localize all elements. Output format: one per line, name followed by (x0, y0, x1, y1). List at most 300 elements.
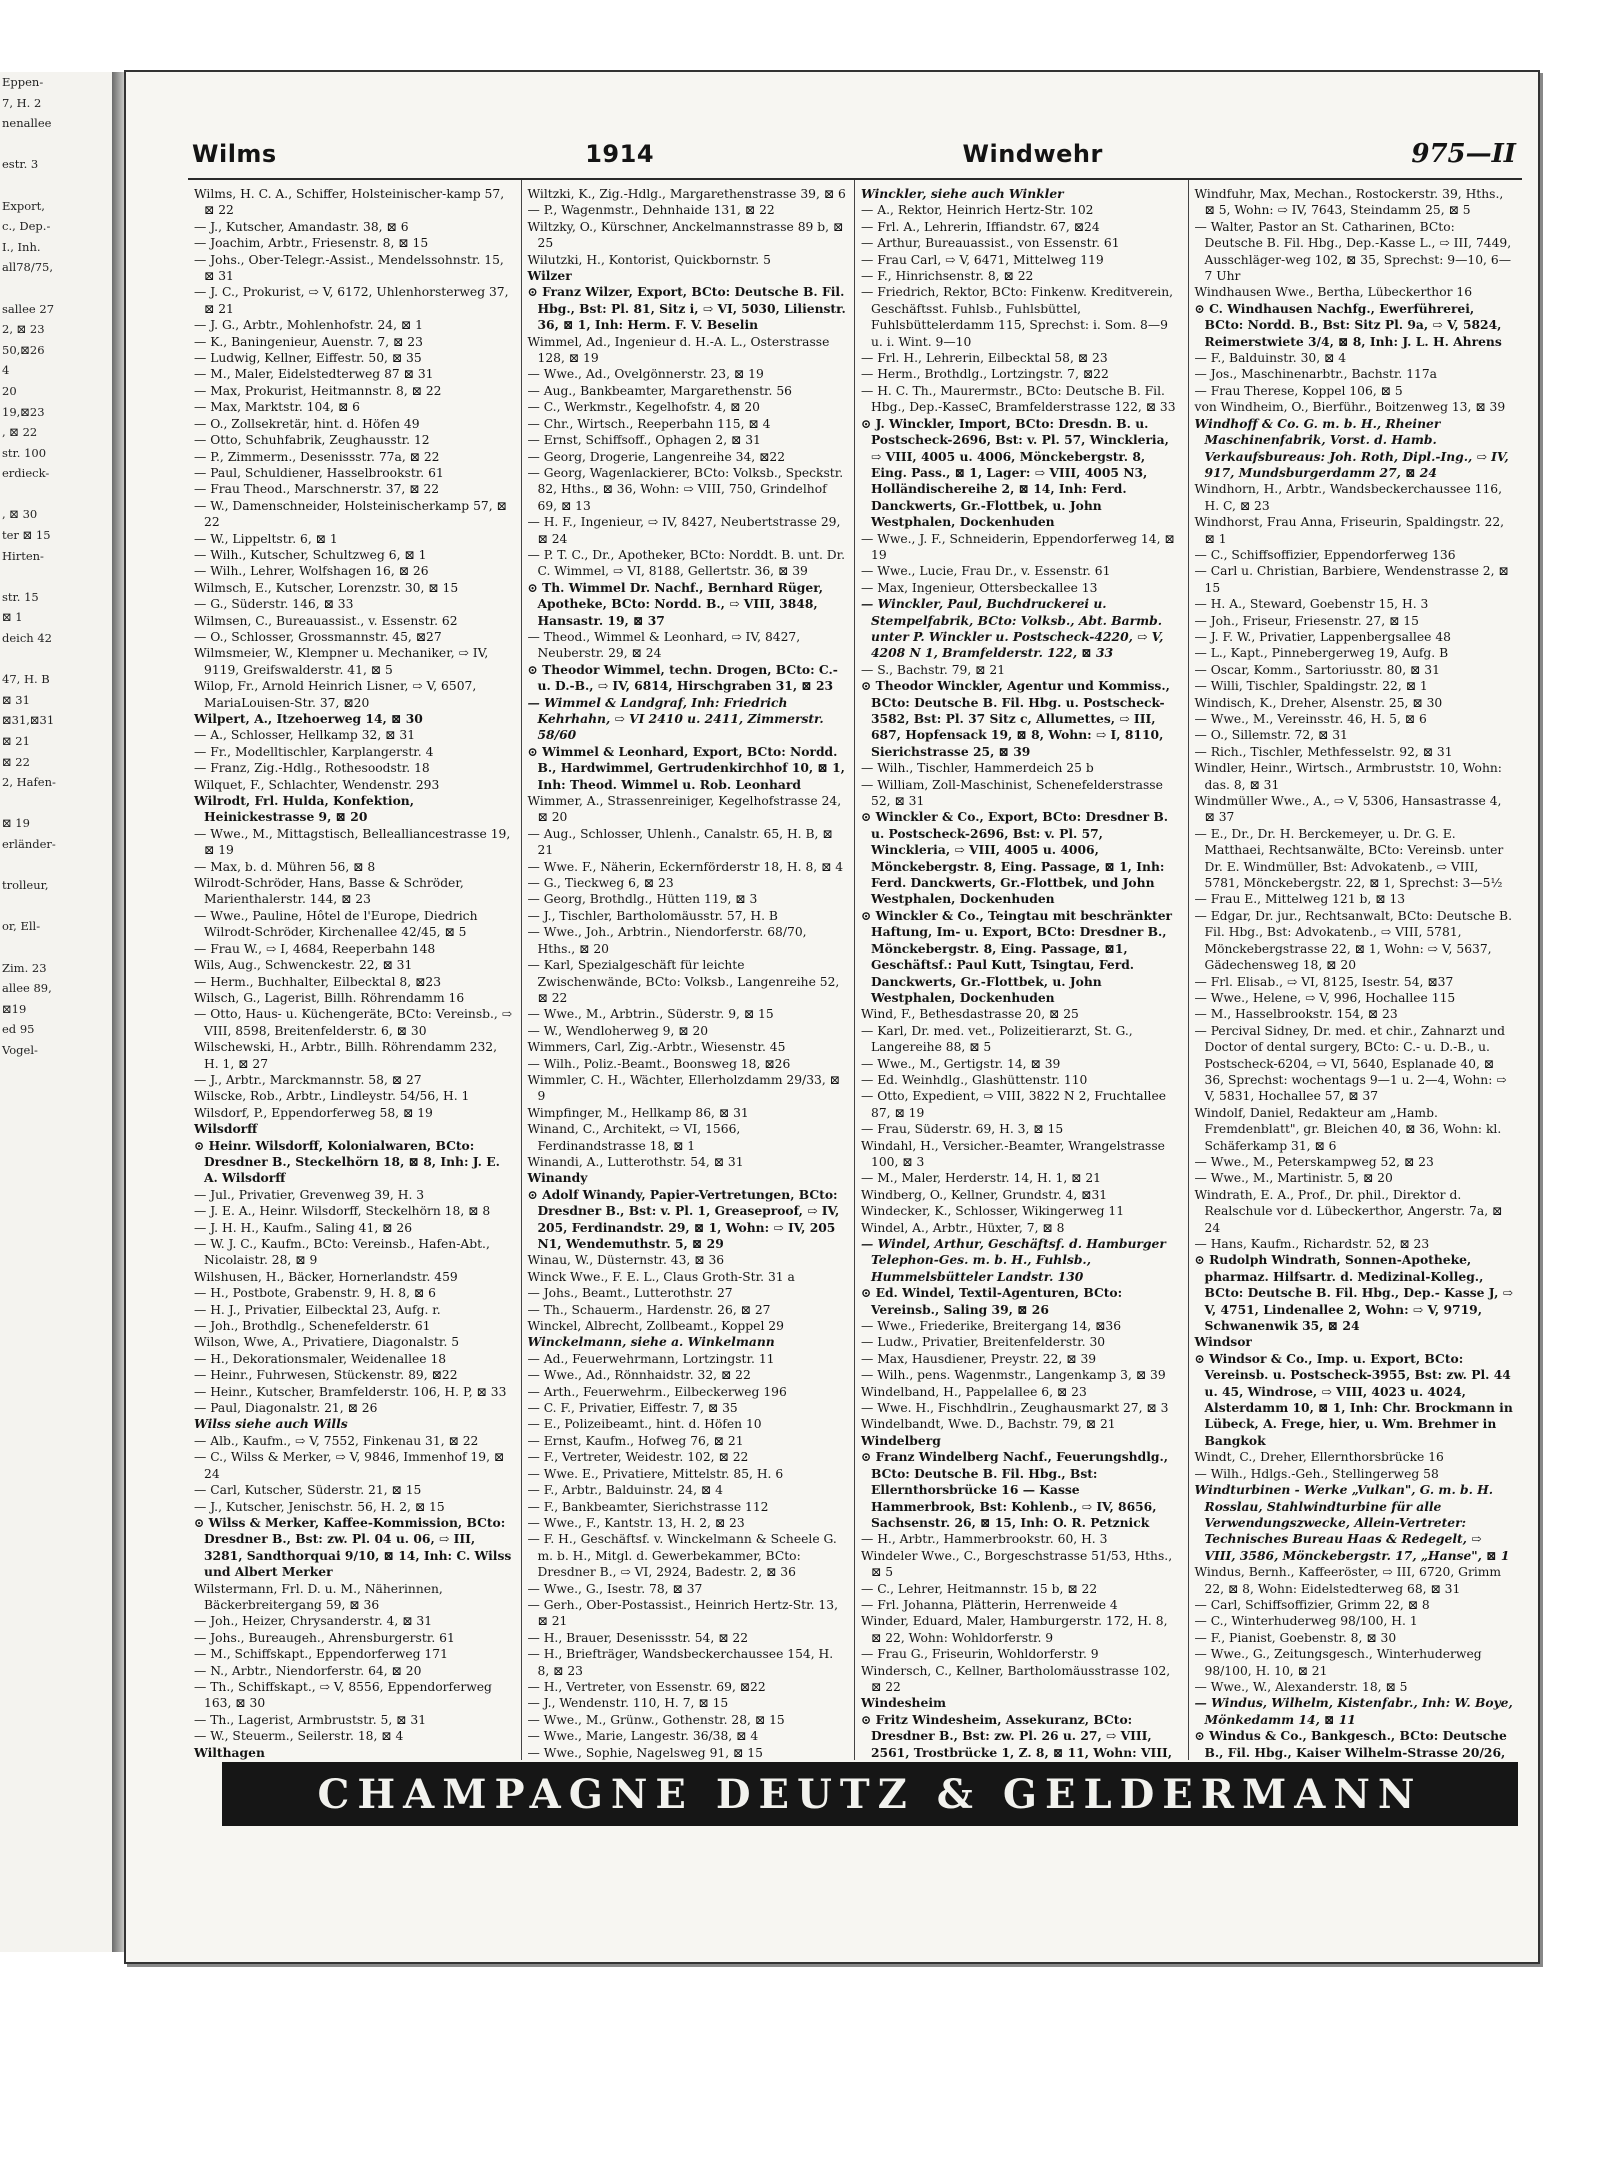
directory-entry: — Max, Prokurist, Heitmannstr. 8, ⊠ 22 (194, 383, 442, 398)
directory-entry: — E., Polizeibeamt., hint. d. Höfen 10 (527, 1417, 762, 1432)
previous-page-line (0, 649, 112, 670)
directory-entry: — Wwe., M., Mittagstisch, Bellealliancestrasse 19, ⊠ 19 (194, 826, 511, 858)
directory-entry: Wilsch, G., Lagerist, Billh. Röhrendamm 16 (194, 990, 465, 1005)
directory-entry: Wimmel, Ad., Ingenieur d. H.-A. L., Osterstrasse 128, ⊠ 19 (527, 334, 830, 366)
directory-entry: — M., Schiffskapt., Eppendorferweg 171 (194, 1647, 448, 1662)
directory-entry: — Georg, Wagenlackierer, BCto: Volksb., Speckstr. 82, Hths., ⊠ 36, Wohn: ⇨ VIII, 750, Grindelhof 69, ⊠ 13 (527, 465, 844, 513)
previous-page-line: I., Inh. (2, 239, 41, 254)
directory-entry: — Arth., Feuerwehrm., Eilbeckerweg 196 (527, 1384, 787, 1399)
directory-entry: — O., Zollsekretär, hint. d. Höfen 49 (194, 416, 420, 431)
directory-entry: Windhausen Wwe., Bertha, Lübeckerthor 16 (1194, 285, 1473, 300)
directory-entry: — H. C. Th., Maurermstr., BCto: Deutsche B. Fil. Hbg., Dep.-KasseC, Bramfelderstrasse 122, ⊠ 33 (861, 383, 1176, 415)
directory-entry: — Th., Schiffskapt., ⇨ V, 8556, Eppendorferweg 163, ⊠ 30 (194, 1679, 492, 1711)
directory-entry: ⊙ Wimmel & Leonhard, Export, BCto: Nordd. B., Hardwimmel, Gertrudenkirchhof 10, ⊠ 1, Inh: Theod. Wimmel u. Rob. Leonhard (527, 743, 845, 792)
directory-entry: — H., Arbtr., Hammerbrookstr. 60, H. 3 (861, 1532, 1108, 1547)
previous-page-line: 50,⊠26 (2, 342, 45, 357)
previous-page-line (0, 793, 112, 814)
directory-entry: — Frau E., Mittelweg 121 b, ⊠ 13 (1194, 892, 1406, 907)
previous-page-line (0, 855, 112, 876)
directory-entry: Windsor (1194, 1334, 1252, 1350)
directory-entry: — H., Brauer, Desenissstr. 54, ⊠ 22 (527, 1630, 749, 1645)
directory-entry: — Max, Marktstr. 104, ⊠ 6 (194, 400, 360, 415)
previous-page-line: estr. 3 (2, 157, 39, 172)
directory-entry: — Walter, Pastor an St. Catharinen, BCto: Deutsche B. Fil. Hbg., Dep.-Kasse L., ⇨ III, 7449, Ausschläger-weg 102, ⊠ 35, Sprechst: 9—10, 6—7 Uhr (1194, 219, 1512, 284)
directory-entry: Windhorst, Frau Anna, Friseurin, Spaldingstr. 22, ⊠ 1 (1194, 515, 1505, 546)
directory-entry: — Jos., Maschinenarbtr., Bachstr. 117a (1194, 367, 1438, 382)
directory-entry: ⊙ Franz Wilzer, Export, BCto: Deutsche B. Fil. Hbg., Bst: Pl. 81, Sitz i, ⇨ VI, 5030, Lilienstr. 36, ⊠ 1, Inh: Herm. F. V. Beselin (527, 284, 846, 333)
directory-entry: — F., Vertreter, Weidestr. 102, ⊠ 22 (527, 1450, 749, 1465)
directory-entry: — H., Dekorationsmaler, Weidenallee 18 (194, 1351, 447, 1366)
previous-page-line: 2, Hafen- (2, 775, 56, 790)
directory-entry: Wilss siehe auch Wills (194, 1416, 348, 1432)
directory-entry: — F. H., Geschäftsf. v. Winckelmann & Scheele G. m. b. H., Mitgl. d. Gewerbekammer, BCto: Dresdner B., ⇨ VI, 2924, Badestr. 2, ⊠ 36 (527, 1532, 837, 1580)
directory-entry: Wilpert, A., Itzehoerweg 14, ⊠ 30 (194, 711, 423, 726)
previous-page-line: deich 42 (2, 631, 52, 646)
directory-entry: — Winckler, Paul, Buchdruckerei u. Stempelfabrik, BCto: Volksb., Abt. Barmb. unter P. Winckler u. Postscheck-4220, ⇨ V, 4208 N 1, Bramfelderstr. 122, ⊠ 33 (861, 596, 1164, 661)
directory-entry: — Johs., Ober-Telegr.-Assist., Mendelssohnstr. 15, ⊠ 31 (194, 252, 504, 284)
page-header (192, 136, 1516, 172)
directory-columns (188, 178, 1522, 1760)
directory-entry: — J. F. W., Privatier, Lappenbergsallee 48 (1194, 629, 1451, 644)
directory-entry: — M., Hasselbrookstr. 154, ⊠ 23 (1194, 1007, 1398, 1022)
previous-page-line: or, Ell- (2, 919, 41, 934)
directory-entry: — C., Wilss & Merker, ⇨ V, 9846, Immenhof 19, ⊠ 24 (194, 1450, 505, 1481)
previous-page-line: 7, H. 2 (2, 95, 42, 110)
directory-entry: — N., Arbtr., Niendorferstr. 64, ⊠ 20 (194, 1663, 422, 1678)
directory-entry: — C., Lehrer, Heitmannstr. 15 b, ⊠ 22 (861, 1581, 1098, 1596)
directory-entry: — J., Wendenstr. 110, H. 7, ⊠ 15 (527, 1696, 729, 1711)
directory-entry: — Alb., Kaufm., ⇨ V, 7552, Finkenau 31, ⊠ 22 (194, 1433, 479, 1448)
directory-entry: — Max, b. d. Mühren 56, ⊠ 8 (194, 859, 376, 874)
directory-entry: — Frl. A., Lehrerin, Iffiandstr. 67, ⊠24 (861, 219, 1100, 234)
directory-entry: — Wwe., M., Arbtrin., Süderstr. 9, ⊠ 15 (527, 1007, 774, 1022)
directory-entry: — Frau, Süderstr. 69, H. 3, ⊠ 15 (861, 1122, 1064, 1137)
directory-entry: Wilthagen (194, 1744, 265, 1760)
directory-entry: — F., Bankbeamter, Sierichstrasse 112 (527, 1499, 769, 1514)
directory-entry: — J., Tischler, Bartholomäusstr. 57, H. B (527, 908, 778, 923)
directory-entry: — Heinr., Fuhrwesen, Stückenstr. 89, ⊠22 (194, 1368, 458, 1383)
previous-page-line (0, 278, 112, 299)
directory-entry: — Wwe., Friederike, Breitergang 14, ⊠36 (861, 1319, 1122, 1334)
directory-entry: Winckler, siehe auch Winkler (861, 186, 1064, 201)
directory-entry: — Carl, Kutscher, Süderstr. 21, ⊠ 15 (194, 1483, 422, 1498)
previous-page-edge (0, 72, 114, 1952)
directory-entry: — Otto, Schuhfabrik, Zeughausstr. 12 (194, 433, 430, 448)
directory-entry: — Wwe., F., Kantstr. 13, H. 2, ⊠ 23 (527, 1515, 745, 1530)
directory-page (124, 70, 1540, 1964)
directory-entry: ⊙ Windsor & Co., Imp. u. Export, BCto: Vereinsb. u. Postscheck-3955, Bst: zw. Pl. 44 u. 45, Windrose, ⇨ VIII, 4023 u. 4024, Alsterdamm 10, ⊠ 1, Inh: Chr. Brockmann in Lübeck, A. Frege, hier, u. Wm. Brehmer in Bangkok (1194, 1350, 1513, 1448)
directory-entry: ⊙ Winckler & Co., Export, BCto: Dresdner B. u. Postscheck-2696, Bst: v. Pl. 57, Winckleria, ⇨ VIII, 4005 u. 4006, Mönckebergstr. 8, Eing. Passage, ⊠ 1, Inh: Ferd. Danckwerts, Gr.-Flottbek, und John Westphalen, Dockenhuden (861, 809, 1169, 907)
directory-entry: Wilmsen, C., Bureauassist., v. Essenstr. 62 (194, 613, 458, 628)
directory-entry: Wimmler, C. H., Wächter, Ellerholzdamm 29/33, ⊠ 9 (527, 1072, 840, 1104)
previous-page-line: 4 (2, 363, 10, 378)
previous-page-line: 19,⊠23 (2, 404, 45, 419)
directory-entry: — Wwe., Sophie, Nagelsweg 91, ⊠ 15 (527, 1745, 763, 1760)
directory-entry: — P., Zimmerm., Desenissstr. 77a, ⊠ 22 (194, 449, 440, 464)
previous-page-line: ⊠ 1 (2, 610, 23, 625)
directory-entry: Windesheim (861, 1695, 946, 1711)
directory-entry: Wilmsmeier, W., Klempner u. Mechaniker, ⇨ IV, 9119, Greifswalderstr. 41, ⊠ 5 (194, 646, 489, 677)
directory-entry: — Otto, Expedient, ⇨ VIII, 3822 N 2, Fruchtallee 87, ⊠ 19 (861, 1089, 1167, 1120)
previous-page-line: Export, (2, 198, 45, 213)
directory-entry: — Theod., Wimmel & Leonhard, ⇨ IV, 8427, Neuberstr. 29, ⊠ 24 (527, 629, 801, 661)
directory-entry: — C., Werkmstr., Kegelhofstr. 4, ⊠ 20 (527, 400, 760, 415)
directory-entry: — Wwe., M., Gertigstr. 14, ⊠ 39 (861, 1056, 1061, 1071)
directory-entry: Wilrodt, Frl. Hulda, Konfektion, Heinickestrasse 9, ⊠ 20 (194, 793, 415, 825)
directory-entry: — Joachim, Arbtr., Friesenstr. 8, ⊠ 15 (194, 236, 429, 251)
directory-entry: — Herm., Brothdlg., Lortzingstr. 7, ⊠22 (861, 367, 1109, 382)
directory-entry: Wilms, H. C. A., Schiffer, Holsteinischer-kamp 57, ⊠ 22 (194, 187, 505, 218)
directory-entry: — Heinr., Kutscher, Bramfelderstr. 106, H. P, ⊠ 33 (194, 1384, 507, 1399)
directory-entry: Wind, F., Bethesdastrasse 20, ⊠ 25 (861, 1007, 1079, 1022)
directory-entry: — Ernst, Kaufm., Hofweg 76, ⊠ 21 (527, 1433, 744, 1448)
previous-page-line: 20 (2, 383, 17, 398)
directory-entry: — Fr., Modelltischler, Karplangerstr. 4 (194, 744, 434, 759)
directory-entry: — Frau W., ⇨ I, 4684, Reeperbahn 148 (194, 941, 436, 956)
directory-entry: — Wwe., M., Peterskampweg 52, ⊠ 23 (1194, 1154, 1434, 1169)
directory-entry: — Paul, Diagonalstr. 21, ⊠ 26 (194, 1401, 378, 1416)
directory-entry: — Karl, Dr. med. vet., Polizeitierarzt, St. G., Langereihe 88, ⊠ 5 (861, 1023, 1133, 1055)
directory-entry: — Wwe., G., Isestr. 78, ⊠ 37 (527, 1581, 703, 1596)
directory-entry: — J. G., Arbtr., Mohlenhofstr. 24, ⊠ 1 (194, 318, 423, 333)
directory-entry: — K., Baningenieur, Auenstr. 7, ⊠ 23 (194, 334, 423, 349)
directory-entry: — Otto, Haus- u. Küchengeräte, BCto: Vereinsb., ⇨ VIII, 8598, Breitenfelderstr. 6, ⊠ 30 (194, 1007, 513, 1038)
directory-entry: — Th., Lagerist, Armbruststr. 5, ⊠ 31 (194, 1712, 427, 1727)
previous-page-line: ⊠ 21 (2, 734, 30, 748)
directory-entry: — Aug., Schlosser, Uhlenh., Canalstr. 65, H. B, ⊠ 21 (527, 826, 833, 858)
page-number: 975—II (1411, 139, 1516, 169)
directory-entry: — F., Arbtr., Balduinstr. 24, ⊠ 4 (527, 1483, 723, 1498)
previous-page-line (0, 175, 112, 196)
directory-entry: — Frau G., Friseurin, Wohldorferstr. 9 (861, 1647, 1099, 1662)
directory-entry: — J. E. A., Heinr. Wilsdorff, Steckelhörn 18, ⊠ 8 (194, 1204, 491, 1219)
previous-page-line: str. 100 (2, 445, 47, 460)
directory-entry: — M., Maler, Herderstr. 14, H. 1, ⊠ 21 (861, 1171, 1102, 1186)
directory-entry: — Joh., Friseur, Friesenstr. 27, ⊠ 15 (1194, 613, 1419, 628)
directory-entry: — Franz, Zig.-Hdlg., Rothesoodstr. 18 (194, 761, 430, 776)
directory-entry: — Frl. Elisab., ⇨ VI, 8125, Isestr. 54, ⊠37 (1194, 974, 1454, 989)
directory-entry: Windrath, E. A., Prof., Dr. phil., Direktor d. Realschule vor d. Lübeckerthor, Angerstr. 7a, ⊠ 24 (1194, 1187, 1503, 1235)
directory-entry: — O., Sillemstr. 72, ⊠ 31 (1194, 728, 1348, 743)
directory-entry: — Wilh., Poliz.-Beamt., Boonsweg 18, ⊠26 (527, 1056, 791, 1071)
directory-entry: Winand, C., Architekt, ⇨ VI, 1566, Ferdinandstrasse 18, ⊠ 1 (527, 1122, 741, 1153)
directory-entry: — Frl. Johanna, Plätterin, Herrenweide 4 (861, 1597, 1118, 1612)
directory-entry: Wilquet, F., Schlachter, Wendenstr. 293 (194, 777, 440, 792)
directory-entry: Wilsdorff (194, 1121, 258, 1137)
directory-entry: — Frau Therese, Koppel 106, ⊠ 5 (1194, 383, 1403, 398)
directory-entry: — Wilh., Hdlgs.-Geh., Stellingerweg 58 (1194, 1466, 1439, 1481)
directory-entry: — Joh., Heizer, Chrysanderstr. 4, ⊠ 31 (194, 1614, 433, 1629)
directory-entry: — A., Schlosser, Hellkamp 32, ⊠ 31 (194, 728, 416, 743)
directory-entry: Wilson, Wwe, A., Privatiere, Diagonalstr. 5 (194, 1335, 460, 1350)
directory-entry: — Wwe., Ad., Ovelgönnerstr. 23, ⊠ 19 (527, 367, 764, 382)
directory-entry: Windelband, H., Pappelallee 6, ⊠ 23 (861, 1384, 1087, 1399)
directory-entry: — W., Damenschneider, Holsteinischerkamp 57, ⊠ 22 (194, 498, 507, 530)
directory-entry: — S., Bachstr. 79, ⊠ 21 (861, 662, 1006, 677)
directory-entry: Winckel, Albrecht, Zollbeamt., Koppel 29 (527, 1319, 784, 1334)
directory-entry: Winau, W., Düsternstr. 43, ⊠ 36 (527, 1253, 725, 1268)
directory-entry: — J. C., Prokurist, ⇨ V, 6172, Uhlenhorsterweg 37, ⊠ 21 (194, 285, 509, 316)
previous-page-line: ⊠ 19 (2, 816, 30, 831)
directory-entry: ⊙ Winckler & Co., Teingtau mit beschränkter Haftung, Im- u. Export, BCto: Dresdner B., Mönckebergstr. 8, Eing. Passage, ⊠1, Geschäftsf.: Paul Kutt, Tsingtau, Ferd. Danckwerts, Gr.-Flottbek, u. John Westphalen, Dockenhuden (861, 907, 1173, 1005)
directory-entry: — J., Arbtr., Marckmannstr. 58, ⊠ 27 (194, 1072, 422, 1087)
directory-entry: — Wwe., Marie, Langestr. 36/38, ⊠ 4 (527, 1729, 759, 1744)
directory-entry: Windler, Heinr., Wirtsch., Armbruststr. 10, Wohn: das. 8, ⊠ 31 (1194, 761, 1502, 792)
previous-page-line: nenallee (2, 116, 52, 131)
directory-entry: Windfuhr, Max, Mechan., Rostockerstr. 39, Hths., ⊠ 5, Wohn: ⇨ IV, 7643, Steindamm 25, ⊠ 5 (1194, 187, 1504, 218)
directory-entry: — M., Maler, Eidelstedterweg 87 ⊠ 31 (194, 367, 434, 382)
directory-entry: Wilshusen, H., Bäcker, Hornerlandstr. 459 (194, 1269, 458, 1284)
previous-page-line: Hirten- (2, 548, 44, 563)
previous-page-line (0, 937, 112, 958)
previous-page-line: ⊠19 (2, 1001, 27, 1016)
previous-page-line: ⊠31,⊠31 (2, 713, 55, 728)
directory-entry: ⊙ Ed. Windel, Textil-Agenturen, BCto: Vereinsb., Saling 39, ⊠ 26 (861, 1285, 1123, 1317)
directory-entry: — W., Wendloherweg 9, ⊠ 20 (527, 1023, 709, 1038)
directory-entry: — Wilh., Kutscher, Schultzweg 6, ⊠ 1 (194, 547, 427, 562)
directory-entry: ⊙ J. Winckler, Import, BCto: Dresdn. B. u. Postscheck-2696, Bst: v. Pl. 57, Winckleria, ⇨ VIII, 4005 u. 4006, Mönckebergstr. 8, Eing. Pass., ⊠ 1, Lager: ⇨ VIII, 4005 N3, Holländischereihe 2, ⊠ 14, Inh: Ferd. Danckwerts, Gr.-Flottbek, u. John Westphalen, Dockenhuden (861, 415, 1169, 530)
directory-entry: — Wwe., Pauline, Hôtel de l'Europe, Diedrich Wilrodt-Schröder, Kirchenallee 42/45, ⊠ 5 (194, 908, 478, 940)
directory-entry: — Aug., Bankbeamter, Margarethenstr. 56 (527, 383, 793, 398)
directory-entry: Windus, Bernh., Kaffeeröster, ⇨ III, 6720, Grimm 22, ⊠ 8, Wohn: Eidelstedterweg 68, ⊠ 31 (1194, 1565, 1502, 1596)
directory-entry: Wiltzki, K., Zig.-Hdlg., Margarethenstrasse 39, ⊠ 6 (527, 187, 846, 201)
directory-entry: — G., Tieckweg 6, ⊠ 23 (527, 876, 674, 891)
directory-entry: Wimmers, Carl, Zig.-Arbtr., Wiesenstr. 45 (527, 1040, 786, 1055)
directory-entry: ⊙ Adolf Winandy, Papier-Vertretungen, BCto: Dresdner B., Bst: v. Pl. 1, Greaseproof, ⇨ IV, 205, Ferdinandstr. 29, ⊠ 1, Wohn: ⇨ IV, 205 N1, Wendemuthstr. 5, ⊠ 29 (527, 1186, 840, 1251)
directory-entry: Winckelmann, siehe a. Winkelmann (527, 1334, 775, 1350)
directory-entry: Windolf, Daniel, Redakteur am „Hamb. Fremdenblatt", gr. Bleichen 40, ⊠ 36, Wohn: kl. Schäferkamp 31, ⊠ 6 (1194, 1105, 1502, 1153)
previous-page-line: Vogel- (2, 1042, 38, 1057)
directory-entry: — Chr., Wirtsch., Reeperbahn 115, ⊠ 4 (527, 416, 771, 431)
directory-entry: Wilutzki, H., Kontorist, Quickbornstr. 5 (527, 252, 771, 267)
directory-entry: ⊙ Windus & Co., Bankgesch., BCto: Deutsche B., Fil. Hbg., Kaiser Wilhelm-Strasse 20/26, (1194, 1728, 1507, 1760)
directory-entry: ⊙ Theodor Winckler, Agentur und Kommiss., BCto: Deutsche B. Fil. Hbg. u. Postscheck-3582, Bst: Pl. 37 Sitz c, Allumettes, ⇨ III, 687, Hopfensack 19, ⊠ 8, Wohn: ⇨ I, 8110, Sierichstrasse 25, ⊠ 39 (861, 678, 1170, 759)
previous-page-line: ⊠ 31 (2, 692, 30, 707)
header-year: 1914 (585, 140, 655, 168)
directory-entry: — Windus, Wilhelm, Kistenfabr., Inh: W. Boye, Mönkedamm 14, ⊠ 11 (1194, 1695, 1513, 1727)
directory-entry: Windeler Wwe., C., Borgeschstrasse 51/53, Hths., ⊠ 5 (861, 1548, 1173, 1580)
directory-entry: — F., Pianist, Goebenstr. 8, ⊠ 30 (1194, 1630, 1397, 1645)
previous-page-line: str. 15 (2, 589, 39, 604)
directory-entry: — W., Lippeltstr. 6, ⊠ 1 (194, 531, 338, 546)
directory-entry: Wilrodt-Schröder, Hans, Basse & Schröder, Marienthalerstr. 144, ⊠ 23 (194, 876, 464, 907)
directory-entry: Wilstermann, Frl. D. u. M., Näherinnen, Bäckerbreitergang 59, ⊠ 36 (194, 1581, 443, 1612)
directory-entry: — Wwe., M., Grünw., Gothenstr. 28, ⊠ 15 (527, 1712, 785, 1727)
directory-entry: — Wwe. F., Näherin, Eckernförderstr 18, H. 8, ⊠ 4 (527, 859, 844, 874)
directory-entry: Wilschewski, H., Arbtr., Billh. Röhrendamm 232, H. 1, ⊠ 27 (194, 1040, 498, 1071)
column-4 (1189, 180, 1523, 1760)
directory-entry: Windturbinen - Werke „Vulkan", G. m. b. H. Rosslau, Stahlwindturbine für alle Verwendungszwecke, Allein-Vertreter: Technisches Bureau Haas & Redegelt, ⇨ VIII, 3586, Mönckebergstr. 17, „Hanse", ⊠ 1 (1194, 1482, 1510, 1563)
directory-entry: — Wilh., Tischler, Hammerdeich 25 b (861, 761, 1094, 776)
directory-entry: ⊙ Heinr. Wilsdorff, Kolonialwaren, BCto: Dresdner B., Steckelhörn 18, ⊠ 8, Inh: J. E. A. Wilsdorff (194, 1137, 500, 1186)
directory-entry: — Willi, Tischler, Spaldingstr. 22, ⊠ 1 (1194, 679, 1428, 694)
previous-page-line: sallee 27 (2, 301, 55, 316)
directory-entry: Windecker, K., Schlosser, Wikingerweg 11 (861, 1204, 1125, 1219)
directory-entry: — Wwe., W., Alexanderstr. 18, ⊠ 5 (1194, 1679, 1408, 1694)
directory-entry: — J., Kutscher, Jenischstr. 56, H. 2, ⊠ 15 (194, 1499, 445, 1514)
directory-entry: Windelberg (861, 1432, 941, 1448)
directory-entry: — Wimmel & Landgraf, Inh: Friedrich Kehrhahn, ⇨ VI 2410 u. 2411, Zimmerstr. 58/60 (527, 694, 824, 743)
directory-entry: Wilmsch, E., Kutscher, Lorenzstr. 30, ⊠ 15 (194, 580, 459, 595)
directory-entry: Wilscke, Rob., Arbtr., Lindleystr. 54/56, H. 1 (194, 1089, 470, 1104)
directory-entry: — Johs., Bureaugeh., Ahrensburgerstr. 61 (194, 1630, 455, 1645)
directory-entry: — Windel, Arthur, Geschäftsf. d. Hamburger Telephon-Ges. m. b. H., Fuhlsb., Hummelsbütteler Landstr. 130 (861, 1236, 1166, 1284)
previous-page-line: erländer- (2, 836, 56, 851)
directory-entry: ⊙ Theodor Wimmel, techn. Drogen, BCto: C.- u. D.-B., ⇨ IV, 6814, Hirschgraben 31, ⊠ 23 (527, 661, 838, 694)
header-left-word: Wilms (192, 140, 277, 168)
directory-entry: Wilop, Fr., Arnold Heinrich Lisner, ⇨ V, 6507, MariaLouisen-Str. 37, ⊠20 (194, 679, 477, 710)
directory-entry: Windt, C., Dreher, Ellernthorsbrücke 16 (1194, 1450, 1444, 1465)
directory-entry: Wiltzky, O., Kürschner, Anckelmannstrasse 89 b, ⊠ 25 (527, 219, 844, 251)
directory-entry: — O., Schlosser, Grossmannstr. 45, ⊠27 (194, 629, 442, 644)
column-1 (188, 180, 522, 1760)
previous-page-line: all78/75, (2, 260, 54, 275)
directory-entry: — J., Kutscher, Amandastr. 38, ⊠ 6 (194, 219, 409, 234)
directory-entry: — Georg, Brothdlg., Hütten 119, ⊠ 3 (527, 892, 758, 907)
directory-entry: — Georg, Drogerie, Langenreihe 34, ⊠22 (527, 449, 786, 464)
directory-entry: — H., Vertreter, von Essenstr. 69, ⊠22 (527, 1679, 766, 1694)
directory-entry: — J. H. H., Kaufm., Saling 41, ⊠ 26 (194, 1220, 413, 1235)
directory-entry: — Wilh., Lehrer, Wolfshagen 16, ⊠ 26 (194, 564, 429, 579)
directory-entry: — Ludwig, Kellner, Eiffestr. 50, ⊠ 35 (194, 351, 422, 366)
directory-entry: Windhorn, H., Arbtr., Wandsbeckerchaussee 116, H. C, ⊠ 23 (1194, 482, 1503, 513)
previous-page-line (0, 896, 112, 917)
directory-entry: — G., Süderstr. 146, ⊠ 33 (194, 597, 354, 612)
directory-entry: — Th., Schauerm., Hardenstr. 26, ⊠ 27 (527, 1302, 771, 1317)
directory-entry: ⊙ Rudolph Windrath, Sonnen-Apotheke, pharmaz. Hilfsartr. d. Medizinal-Kolleg., BCto: Deutsche B. Fil. Hbg., Dep.- Kasse J, ⇨ V, 4751, Lindenallee 2, Wohn: ⇨ V, 9719, Schwanenwik 35, ⊠ 24 (1194, 1252, 1513, 1334)
directory-entry: — L., Kapt., Pinnebergerweg 19, Aufg. B (1194, 646, 1449, 661)
previous-page-line: c., Dep.- (2, 219, 51, 234)
previous-page-line: ⊠ 22 (2, 754, 30, 769)
directory-entry: — Wwe., G., Zeitungsgesch., Winterhuderweg 98/100, H. 10, ⊠ 21 (1194, 1647, 1482, 1678)
directory-entry: Windersch, C., Kellner, Bartholomäusstrasse 102, ⊠ 22 (861, 1663, 1171, 1694)
directory-entry: — Ludw., Privatier, Breitenfelderstr. 30 (861, 1335, 1106, 1350)
previous-page-line: allee 89, (2, 981, 52, 996)
directory-entry: Winck Wwe., F. E. L., Claus Groth-Str. 31 a (527, 1269, 795, 1284)
directory-entry: — F., Balduinstr. 30, ⊠ 4 (1194, 351, 1347, 366)
directory-entry: — Wwe. H., Fischhdlrin., Zeughausmarkt 27, ⊠ 3 (861, 1401, 1169, 1416)
previous-page-line: Eppen- (2, 75, 44, 89)
directory-entry: Winandi, A., Lutterothstr. 54, ⊠ 31 (527, 1154, 744, 1169)
directory-entry: Windmüller Wwe., A., ⇨ V, 5306, Hansastrasse 4, ⊠ 37 (1194, 794, 1502, 825)
header-right-word: Windwehr (962, 140, 1103, 168)
directory-entry: Windelbandt, Wwe. D., Bachstr. 79, ⊠ 21 (861, 1417, 1116, 1432)
directory-entry: Wimpfinger, M., Hellkamp 86, ⊠ 31 (527, 1105, 749, 1120)
previous-page-line: 2, ⊠ 23 (2, 322, 45, 337)
directory-entry: Winandy (527, 1170, 588, 1186)
directory-entry: — Karl, Spezialgeschäft für leichte Zwischenwände, BCto: Volksb., Langenreihe 52, ⊠ 22 (527, 958, 840, 1005)
directory-entry: — Edgar, Dr. jur., Rechtsanwalt, BCto: Deutsche B. Fil. Hbg., Bst: Advokatenb., ⇨ VIII, 5781, Mönckebergstrasse 22, ⊠ 1, Wohn: ⇨ V, 5637, Gädechensweg 18, ⊠ 20 (1194, 908, 1513, 973)
directory-entry: — H. A., Steward, Goebenstr 15, H. 3 (1194, 597, 1429, 612)
directory-entry: — Rich., Tischler, Methfesselstr. 92, ⊠ 31 (1194, 744, 1453, 759)
directory-entry: — H., Briefträger, Wandsbeckerchaussee 154, H. 8, ⊠ 23 (527, 1647, 834, 1678)
directory-entry: — H. F., Ingenieur, ⇨ IV, 8427, Neubertstrasse 29, ⊠ 24 (527, 515, 841, 546)
directory-entry: — Max, Hausdiener, Preystr. 22, ⊠ 39 (861, 1351, 1097, 1366)
directory-entry: — Wwe. E., Privatiere, Mittelstr. 85, H. 6 (527, 1466, 784, 1481)
directory-entry: ⊙ Wilss & Merker, Kaffee-Kommission, BCto: Dresdner B., Bst: zw. Pl. 04 u. 06, ⇨ III, 3281, Sandthorquai 9/10, ⊠ 14, Inh: C. Wilss und Albert Merker (194, 1514, 512, 1580)
directory-entry: — Johs., Beamt., Lutterothstr. 27 (527, 1286, 733, 1301)
directory-entry: Winder, Eduard, Maler, Hamburgerstr. 172, H. 8, ⊠ 22, Wohn: Wohldorferstr. 9 (861, 1614, 1168, 1645)
directory-entry: — Hans, Kaufm., Richardstr. 52, ⊠ 23 (1194, 1237, 1430, 1251)
directory-entry: — Wwe., Joh., Arbtrin., Niendorferstr. 68/70, Hths., ⊠ 20 (527, 925, 807, 956)
directory-entry: ⊙ Th. Wimmel Dr. Nachf., Bernhard Rüger, Apotheke, BCto: Nordd. B., ⇨ VIII, 3848, Hansastr. 19, ⊠ 37 (527, 579, 824, 628)
directory-entry: — Ernst, Schiffsoff., Ophagen 2, ⊠ 31 (527, 433, 761, 448)
directory-entry: — C. F., Privatier, Eiffestr. 7, ⊠ 35 (527, 1401, 738, 1416)
directory-entry: Wilzer (527, 268, 572, 284)
column-2 (522, 180, 856, 1760)
directory-entry: — Oscar, Komm., Sartoriusstr. 80, ⊠ 31 (1194, 662, 1440, 677)
directory-entry: Windel, A., Arbtr., Hüxter, 7, ⊠ 8 (861, 1220, 1065, 1235)
directory-entry: — Paul, Schuldiener, Hasselbrookstr. 61 (194, 465, 444, 480)
directory-entry: — P., Wagenmstr., Dehnhaide 131, ⊠ 22 (527, 203, 775, 218)
directory-entry: — Wwe., M., Vereinsstr. 46, H. 5, ⊠ 6 (1194, 712, 1427, 726)
directory-entry: Wimmer, A., Strassenreiniger, Kegelhofstrasse 24, ⊠ 20 (527, 794, 842, 825)
directory-entry: — Frl. H., Lehrerin, Eilbecktal 58, ⊠ 23 (861, 351, 1108, 366)
directory-entry: — Frau Carl, ⇨ V, 6471, Mittelweg 119 (861, 252, 1104, 267)
directory-entry: — Herm., Buchhalter, Eilbecktal 8, ⊠23 (194, 974, 442, 989)
directory-entry: — C., Winterhuderweg 98/100, H. 1 (1194, 1614, 1418, 1629)
directory-entry: Windberg, O., Kellner, Grundstr. 4, ⊠31 (861, 1187, 1108, 1202)
previous-page-line: 47, H. B (2, 672, 50, 687)
directory-entry: — Wwe., Helene, ⇨ V, 996, Hochallee 115 (1194, 990, 1456, 1005)
directory-entry: — Ed. Weinhdlg., Glashüttenstr. 110 (861, 1072, 1088, 1087)
directory-entry: — Percival Sidney, Dr. med. et chir., Zahnarzt und Doctor of dental surgery, BCto: C.- u. D.-B., u. Postscheck-6204, ⇨ VI, 5640, Esplanade 40, ⊠ 36, Sprechst: wochentags 9—1 u. 2—4, Wohn: ⇨ V, 5831, Hochallee 57, ⊠ 37 (1194, 1023, 1507, 1104)
directory-entry: — H. J., Privatier, Eilbecktal 23, Aufg. r. (194, 1302, 441, 1317)
directory-entry: — Wwe., Lucie, Frau Dr., v. Essenstr. 61 (861, 564, 1111, 579)
directory-entry: — E., Dr., Dr. H. Berckemeyer, u. Dr. G. E. Matthaei, Rechtsanwälte, BCto: Vereinsb. unter Dr. E. Windmüller, Bst: Advokatenb., ⇨ VIII, 5781, Mönckebergstr. 22, ⊠ 1, Sprechst: 3—5½ (1194, 826, 1504, 891)
previous-page-line: Zim. 23 (2, 960, 47, 975)
directory-entry: — W. J. C., Kaufm., BCto: Vereinsb., Hafen-Abt., Nicolaistr. 28, ⊠ 9 (194, 1237, 490, 1268)
directory-entry: — C., Schiffsoffizier, Eppendorferweg 136 (1194, 547, 1456, 562)
directory-entry: — Ad., Feuerwehrmann, Lortzingstr. 11 (527, 1351, 775, 1366)
directory-entry: Wilsdorf, P., Eppendorferweg 58, ⊠ 19 (194, 1105, 433, 1120)
previous-page-line: ter ⊠ 15 (2, 528, 51, 543)
directory-entry: — Arthur, Bureauassist., von Essenstr. 61 (861, 236, 1120, 251)
previous-page-line (0, 566, 112, 587)
directory-entry: — Frau Theod., Marschnerstr. 37, ⊠ 22 (194, 482, 440, 497)
directory-entry: — Jul., Privatier, Grevenweg 39, H. 3 (194, 1187, 425, 1202)
directory-entry: ⊙ C. Windhausen Nachfg., Ewerführerei, BCto: Nordd. B., Bst: Sitz Pl. 9a, ⇨ V, 5824, Reimerstwiete 3/4, ⊠ 8, Inh: J. L. H. Ahrens (1194, 300, 1502, 349)
previous-page-line: trolleur, (2, 878, 49, 893)
directory-entry: ⊙ Franz Windelberg Nachf., Feuerungshdlg., BCto: Deutsche B. Fil. Hbg., Bst: Ellernthorsbrücke 16 — Kasse Hammerbrook, Bst: Kohlenb., ⇨ IV, 8656, Sachsenstr. 26, ⊠ 15, Inh: O. R. Petznick (861, 1449, 1169, 1530)
directory-entry: — Gerh., Ober-Postassist., Heinrich Hertz-Str. 13, ⊠ 21 (527, 1597, 838, 1629)
directory-entry: — Wilh., pens. Wagenmstr., Langenkamp 3, ⊠ 39 (861, 1368, 1166, 1383)
directory-entry: — William, Zoll-Maschinist, Schenefelderstrasse 52, ⊠ 31 (861, 777, 1163, 809)
directory-entry: — Wwe., J. F., Schneiderin, Eppendorferweg 14, ⊠ 19 (861, 531, 1175, 562)
directory-entry: von Windheim, O., Bierführ., Boitzenweg 13, ⊠ 39 (1194, 400, 1506, 415)
advertisement-banner: CHAMPAGNE DEUTZ & GELDERMANN (222, 1762, 1518, 1826)
previous-page-line: erdieck- (2, 466, 50, 481)
directory-entry: Windhoff & Co. G. m. b. H., Rheiner Maschinenfabrik, Vorst. d. Hamb. Verkaufsbureaus: Joh. Roth, Dipl.-Ing., ⇨ IV, 917, Mundsburgerdamm 27, ⊠ 24 (1194, 415, 1509, 480)
directory-entry: Wils, Aug., Schwenckestr. 22, ⊠ 31 (194, 958, 413, 973)
directory-entry: — Carl u. Christian, Barbiere, Wendenstrasse 2, ⊠ 15 (1194, 564, 1509, 595)
previous-page-line (0, 484, 112, 505)
previous-page-line (0, 134, 112, 155)
directory-entry: — F., Hinrichsenstr. 8, ⊠ 22 (861, 269, 1034, 284)
directory-entry: — Max, Ingenieur, Ottersbeckallee 13 (861, 580, 1098, 595)
directory-entry: — A., Rektor, Heinrich Hertz-Str. 102 (861, 203, 1094, 218)
directory-entry: — Wwe., Ad., Rönnhaidstr. 32, ⊠ 22 (527, 1368, 751, 1383)
directory-entry: — W., Steuerm., Seilerstr. 18, ⊠ 4 (194, 1729, 404, 1744)
directory-entry: — H., Postbote, Grabenstr. 9, H. 8, ⊠ 6 (194, 1286, 436, 1301)
previous-page-line: , ⊠ 30 (2, 507, 38, 522)
directory-entry: — Joh., Brothdlg., Schenefelderstr. 61 (194, 1319, 431, 1334)
previous-page-line: , ⊠ 22 (2, 425, 38, 440)
directory-entry: — Friedrich, Rektor, BCto: Finkenw. Kreditverein, Geschäftsst. Fuhlsb., Fuhlsbüttel, Fuhlsbüttelerdamm 115, Sprechst: i. Som. 8—9 u. i. Wint. 9—10 (861, 285, 1174, 349)
directory-entry: Windahl, H., Versicher.-Beamter, Wrangelstrasse 100, ⊠ 3 (861, 1138, 1165, 1169)
previous-page-line: ed 95 (2, 1022, 35, 1037)
directory-entry: ⊙ Fritz Windesheim, Assekuranz, BCto: Dresdner B., Bst: zw. Pl. 26 u. 27, ⇨ VIII, 2561, Trostbrücke 1, Z. 8, ⊠ 11, Wohn: VIII, (861, 1711, 1173, 1760)
